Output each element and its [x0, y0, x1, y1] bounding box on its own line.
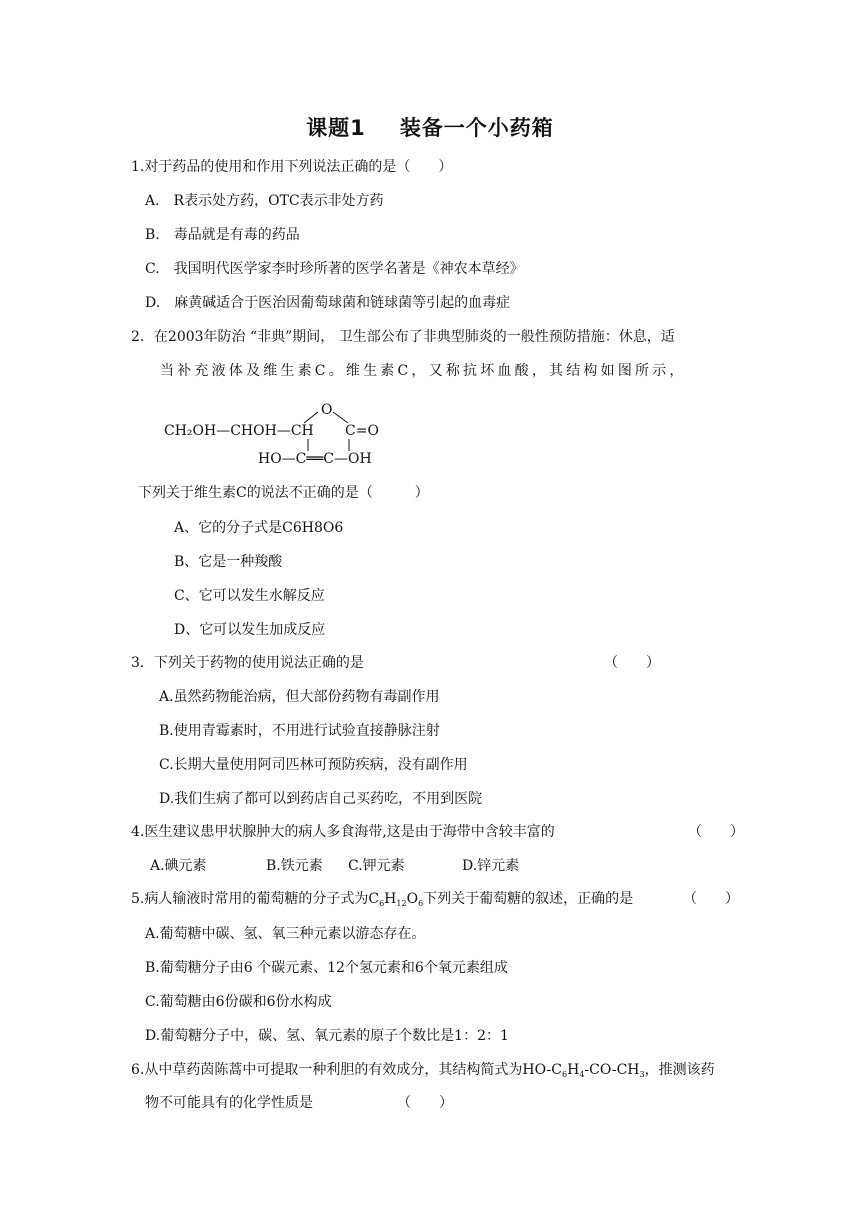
q3-option-d: D.我们生病了都可以到药店自己买药吃，不用到医院	[159, 791, 483, 807]
structure-ring-oxygen: O	[321, 402, 333, 418]
q5-option-c: C.葡萄糖由6份碳和6份水构成	[145, 994, 332, 1010]
structure-bottom: HO—C══C—OH	[258, 451, 372, 467]
q3-option-c: C.长期大量使用阿司匹林可预防疾病，没有副作用	[159, 757, 468, 773]
q4-option-a: A.碘元素	[150, 858, 207, 874]
q6-answer-paren: （ ）	[397, 1095, 453, 1111]
q5-stem: 5.病人输液时常用的葡萄糖的分子式为$C_6H_{12}O_6$下列关于葡萄糖的叙述，正确的是	[131, 891, 634, 908]
structure-left-group: CH₂OH—CHOH—CH	[164, 423, 314, 439]
q3-answer-paren: （ ）	[604, 655, 660, 671]
q1-stem: 1.对于药品的使用和作用下列说法正确的是（ ）	[131, 159, 453, 175]
q2-question: 下列关于维生素C的说法不正确的是（ ）	[138, 485, 429, 501]
q1-option-d: D. 麻黄碱适合于医治因葡萄球菌和链球菌等引起的血毒症	[145, 295, 511, 311]
q6-stem-line2: 物不可能具有的化学性质是	[145, 1095, 313, 1111]
title-text: 装备一个小药箱	[399, 116, 554, 140]
q5-option-a: A.葡萄糖中碳、氢、氧三种元素以游态存在。	[145, 926, 426, 942]
q1-option-c: C. 我国明代医学家李时珍所著的医学名著是《神农本草经》	[145, 261, 524, 277]
q5-option-d: D.葡萄糖分子中，碳、氢、氧元素的原子个数比是1：2：1	[145, 1028, 509, 1044]
q2-stem-line2: 当补充液体及维生素C。维生素C，又称抗坏血酸，其结构如图所示，	[160, 363, 687, 379]
q6-stem-line1: 6.从中草药茵陈蒿中可提取一种利胆的有效成分，其结构简式为$HO-C_6H_4-CO-CH_3$，推测该药	[131, 1062, 715, 1079]
q2-option-b: B、它是一种羧酸	[174, 554, 283, 570]
q3-option-b: B.使用青霉素时，不用进行试验直接静脉注射	[159, 723, 440, 739]
vitamin-c-structure	[158, 398, 418, 470]
page-title	[0, 112, 860, 142]
q3-stem: 3．下列关于药物的使用说法正确的是	[131, 655, 364, 671]
q1-option-b: B. 毒品就是有毒的药品	[145, 227, 300, 243]
q2-option-d: D、它可以发生加成反应	[174, 622, 326, 638]
q1-option-a: A. R表示处方药，OTC表示非处方药	[145, 193, 384, 209]
q4-answer-paren: （ ）	[688, 824, 744, 840]
q4-stem: 4.医生建议患甲状腺肿大的病人多食海带,这是由于海带中含较丰富的	[131, 824, 555, 840]
q2-stem-line1: 2．在2003年防治 “非典”期间， 卫生部公布了非典型肺炎的一般性预防措施：休息，适	[131, 329, 675, 345]
title-number: 课题1	[306, 116, 366, 140]
ring-bond-right	[333, 412, 348, 423]
q3-option-a: A.虽然药物能治病，但大部份药物有毒副作用	[159, 689, 440, 705]
structure-carbonyl: C=O	[345, 423, 379, 439]
q4-option-b: B.铁元素	[266, 858, 323, 874]
q4-option-c: C.钾元素	[348, 858, 405, 874]
q4-option-d: D.锌元素	[462, 858, 520, 874]
q5-answer-paren: （ ）	[683, 891, 739, 907]
ring-bond-left	[304, 412, 318, 423]
q2-option-a: A、它的分子式是C6H8O6	[174, 520, 344, 536]
q2-option-c: C、它可以发生水解反应	[174, 588, 325, 604]
q5-option-b: B.葡萄糖分子由6 个碳元素、12个氢元素和6个氧元素组成	[145, 960, 508, 976]
